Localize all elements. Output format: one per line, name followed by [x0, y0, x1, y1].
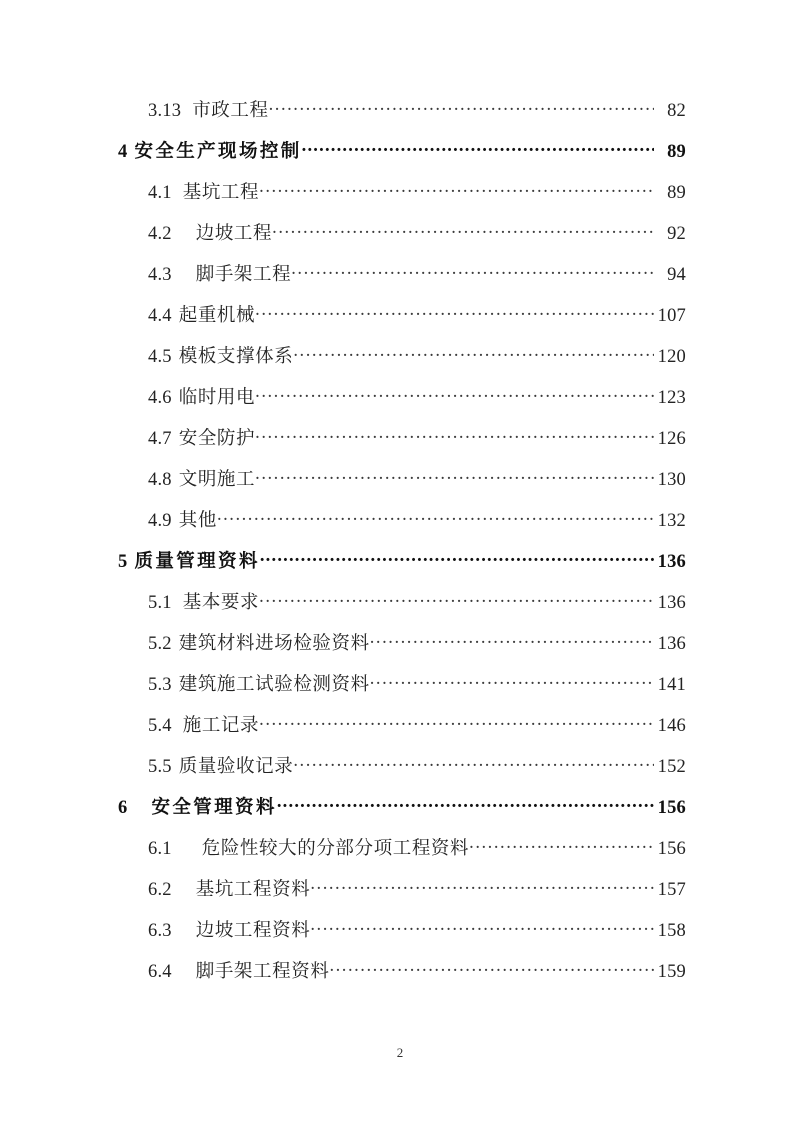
toc-entry[interactable]	[148, 752, 686, 793]
toc-entry[interactable]	[148, 178, 686, 219]
toc-entry-title: 危险性较大的分部分项工程资料	[201, 839, 470, 859]
toc-entry-page-number: 136	[657, 552, 686, 572]
toc-entry-number: 4.9	[148, 511, 172, 531]
toc-entry-number: 5.1	[148, 593, 172, 613]
toc-entry-page-number: 136	[657, 634, 686, 654]
toc-entry-page-number: 130	[657, 470, 686, 490]
toc-entry-title: 施工记录	[182, 716, 260, 736]
toc-leader-dots	[291, 262, 654, 281]
toc-entry-page-number: 126	[657, 429, 686, 449]
toc-entry-title: 建筑材料进场检验资料	[178, 634, 370, 654]
toc-leader-dots	[255, 467, 654, 486]
toc-entry[interactable]	[148, 588, 686, 629]
table-of-contents	[118, 96, 686, 998]
toc-entry-page-number: 136	[657, 593, 686, 613]
toc-entry-page-number: 157	[657, 880, 686, 900]
toc-leader-dots	[302, 139, 654, 158]
toc-entry[interactable]	[148, 219, 686, 260]
toc-entry-page-number: 158	[657, 921, 686, 941]
toc-entry-page-number: 123	[657, 388, 686, 408]
toc-entry-page-number: 82	[667, 101, 686, 121]
toc-entry-number: 5.2	[148, 634, 172, 654]
toc-entry-title: 质量管理资料	[134, 552, 260, 572]
toc-entry-number: 6	[118, 798, 128, 818]
toc-entry-title: 其他	[178, 511, 217, 531]
toc-entry-title: 脚手架工程资料	[195, 962, 330, 982]
toc-entry-title: 市政工程	[192, 101, 269, 121]
toc-entry[interactable]	[118, 137, 686, 178]
toc-entry-title: 文明施工	[178, 470, 256, 490]
toc-entry[interactable]	[148, 342, 686, 383]
toc-entry[interactable]	[148, 465, 686, 506]
toc-entry-page-number: 120	[657, 347, 686, 367]
toc-leader-dots	[310, 877, 654, 896]
toc-entry-number: 4.3	[148, 265, 172, 285]
toc-entry-title: 边坡工程	[195, 224, 273, 244]
toc-entry-page-number: 92	[667, 224, 686, 244]
toc-entry-number: 5.3	[148, 675, 172, 695]
toc-leader-dots	[259, 713, 654, 732]
toc-entry-page-number: 94	[667, 265, 686, 285]
toc-entry-number: 6.1	[148, 839, 172, 859]
toc-leader-dots	[260, 549, 654, 568]
toc-entry-title: 基坑工程资料	[195, 880, 311, 900]
toc-entry[interactable]	[148, 957, 686, 998]
toc-entry[interactable]	[148, 711, 686, 752]
toc-entry-title: 模板支撑体系	[178, 347, 294, 367]
toc-entry-page-number: 156	[657, 839, 686, 859]
toc-entry-number: 5	[118, 552, 128, 572]
toc-entry[interactable]	[148, 916, 686, 957]
toc-leader-dots	[255, 385, 654, 404]
toc-entry[interactable]	[148, 629, 686, 670]
toc-leader-dots	[293, 754, 654, 773]
toc-entry-title: 边坡工程资料	[195, 921, 311, 941]
toc-entry-number: 5.4	[148, 716, 172, 736]
toc-leader-dots	[293, 344, 654, 363]
toc-entry-number: 4	[118, 142, 128, 162]
toc-entry[interactable]	[148, 834, 686, 875]
toc-entry[interactable]	[148, 301, 686, 342]
toc-entry-title: 脚手架工程	[195, 265, 292, 285]
toc-leader-dots	[310, 918, 654, 937]
toc-entry-page-number: 107	[657, 306, 686, 326]
toc-entry-title: 质量验收记录	[178, 757, 294, 777]
toc-entry-number: 4.1	[148, 183, 172, 203]
toc-entry-page-number: 141	[657, 675, 686, 695]
toc-entry-number: 4.7	[148, 429, 172, 449]
toc-entry-number: 4.2	[148, 224, 172, 244]
toc-leader-dots	[272, 221, 654, 240]
toc-leader-dots	[255, 426, 654, 445]
toc-leader-dots	[370, 631, 654, 650]
toc-entry-number: 3.13	[148, 101, 182, 121]
toc-entry-number: 4.6	[148, 388, 172, 408]
toc-entry-page-number: 156	[657, 798, 686, 818]
toc-entry[interactable]	[118, 547, 686, 588]
toc-entry-number: 6.3	[148, 921, 172, 941]
toc-entry-number: 4.4	[148, 306, 172, 326]
page-number-footer: 2	[396, 1045, 404, 1060]
toc-entry-number: 5.5	[148, 757, 172, 777]
toc-leader-dots	[259, 590, 654, 609]
toc-entry[interactable]	[148, 383, 686, 424]
toc-leader-dots	[469, 836, 654, 855]
toc-entry-page-number: 159	[657, 962, 686, 982]
toc-entry-page-number: 132	[657, 511, 686, 531]
toc-leader-dots	[329, 959, 654, 978]
toc-entry[interactable]	[148, 260, 686, 301]
toc-entry-title: 基本要求	[182, 593, 260, 613]
toc-leader-dots	[217, 508, 654, 527]
toc-entry-title: 起重机械	[178, 306, 256, 326]
toc-entry[interactable]	[148, 506, 686, 547]
toc-leader-dots	[259, 180, 654, 199]
toc-entry-number: 6.4	[148, 962, 172, 982]
toc-entry-title: 基坑工程	[182, 183, 260, 203]
toc-entry-page-number: 89	[667, 142, 686, 162]
toc-entry[interactable]	[148, 96, 686, 137]
toc-entry-page-number: 146	[657, 716, 686, 736]
toc-leader-dots	[277, 795, 654, 814]
toc-entry[interactable]	[118, 793, 686, 834]
toc-entry-page-number: 89	[667, 183, 686, 203]
toc-leader-dots	[370, 672, 654, 691]
toc-entry-title: 安全生产现场控制	[134, 142, 302, 162]
toc-entry-title: 临时用电	[178, 388, 256, 408]
toc-leader-dots	[255, 303, 654, 322]
toc-entry[interactable]	[148, 875, 686, 916]
toc-entry-number: 4.5	[148, 347, 172, 367]
toc-entry-title: 安全防护	[178, 429, 256, 449]
toc-entry-title: 安全管理资料	[151, 798, 277, 818]
toc-leader-dots	[269, 98, 654, 117]
toc-entry-number: 4.8	[148, 470, 172, 490]
toc-entry[interactable]	[148, 424, 686, 465]
toc-entry[interactable]	[148, 670, 686, 711]
toc-entry-number: 6.2	[148, 880, 172, 900]
toc-entry-page-number: 152	[657, 757, 686, 777]
toc-entry-title: 建筑施工试验检测资料	[178, 675, 370, 695]
